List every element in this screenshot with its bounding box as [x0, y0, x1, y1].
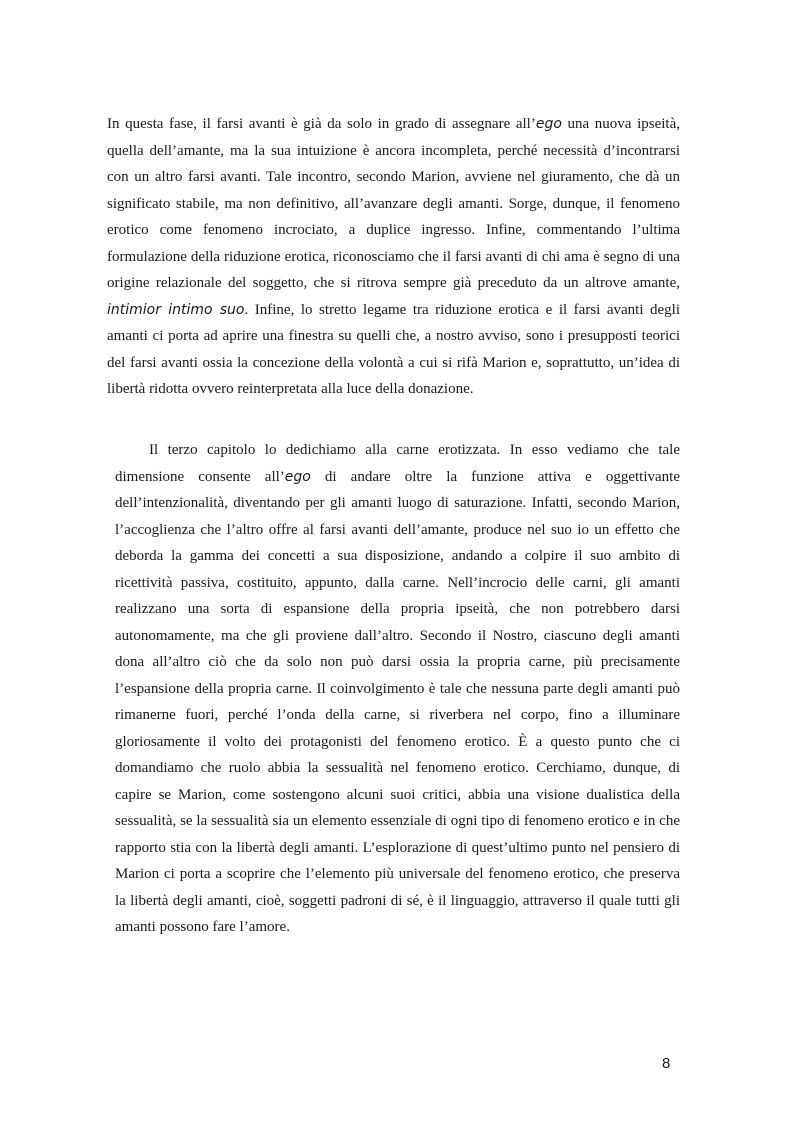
paragraph-summary-chapter-two [107, 111, 680, 403]
paragraph-1-part-e: . Infine, lo stretto legame tra riduzione erotica e il farsi avanti degli amanti ci porta ad aprire una finestra su quelli che, a nostro avviso, sono i presupposti teorici del farsi avanti ossia la concezione della volontà a cui si rifà Marion e, soprattutto, un’idea di libertà ridotta ovvero reinterpretata alla luce della donazione. [107, 301, 681, 397]
paragraph-2-part-c: di andare oltre la funzione attiva e oggettivante dell’intenzionalità, diventando per gli amanti luogo di saturazione. Infatti, secondo Marion, l’accoglienza che l’altro offre al farsi avanti dell’amante, produce nel suo io un effetto che deborda la gamma dei concetti a sua disposizione, andando a colpire il suo ambito di ricettività passiva, costituito, appunto, dalla carne. Nell’incrocio delle carni, gli amanti realizzano una sorta di espansione della propria ipseità, che non potrebbero darsi autonomamente, ma che gli proviene dall’altro. Secondo il Nostro, ciascuno degli amanti dona all’altro ciò che da solo non può darsi ossia la propria carne, più precisamente l’espansione della propria carne. Il coinvolgimento è tale che nessuna parte degli amanti può rimanerne fuori, perché l’onda della carne, si riverbera nel corpo, fino a illuminare gloriosamente il volto dei protagonisti del fenomeno erotico. È a questo punto che ci domandiamo che ruolo abbia la sessualità nel fenomeno erotico. Cerchiamo, dunque, di capire se Marion, come sostengono alcuni suoi critici, abbia una visione dualistica della sessualità, se la sessualità sia un elemento essenziale di ogni tipo di fenomeno erotico e in che rapporto stia con la libertà degli amanti. L’esplorazione di quest’ultimo punto nel pensiero di Marion ci porta a scoprire che l’elemento più universale del fenomeno erotico, che preserva la libertà degli amanti, cioè, soggetti padroni di sé, è il linguaggio, attraverso il quale tutti gli amanti possono fare l’amore. [115, 468, 681, 935]
paragraph-1-part-a: In questa fase, il farsi avanti è già da solo in grado di assegnare all’ [107, 116, 536, 132]
paragraph-1-part-c: una nuova ipseità, quella dell’amante, ma la sua intuizione è ancora incompleta, perché necessità d’incontrarsi con un altro farsi avanti. Tale incontro, secondo Marion, avviene nel giuramento, che dà un significato stabile, ma non definitivo, all’avanzare degli amanti. Sorge, dunque, il fenomeno erotico come fenomeno incrociato, a duplice ingresso. Infine, commentando l’ultima formulazione della riduzione erotica, riconosciamo che il farsi avanti di chi ama è segno di una origine relazionale del soggetto, che si ritrova sempre già preceduto da un altrove amante, [107, 116, 680, 291]
paragraph-2-part-a: Il terzo capitolo lo dedichiamo alla carne erotizzata. In esso vediamo che tale dimensione consente all’ [115, 442, 680, 485]
page-number: 8 [662, 1055, 671, 1072]
italic-quote-latin: intimior intimo suo [107, 301, 245, 318]
italic-term-ego: ego [535, 116, 562, 132]
paragraph-summary-chapter-three [115, 437, 680, 941]
paragraph-2-text [115, 437, 680, 941]
italic-term-ego-2: ego [284, 468, 311, 485]
paragraph-1-text [107, 111, 680, 403]
